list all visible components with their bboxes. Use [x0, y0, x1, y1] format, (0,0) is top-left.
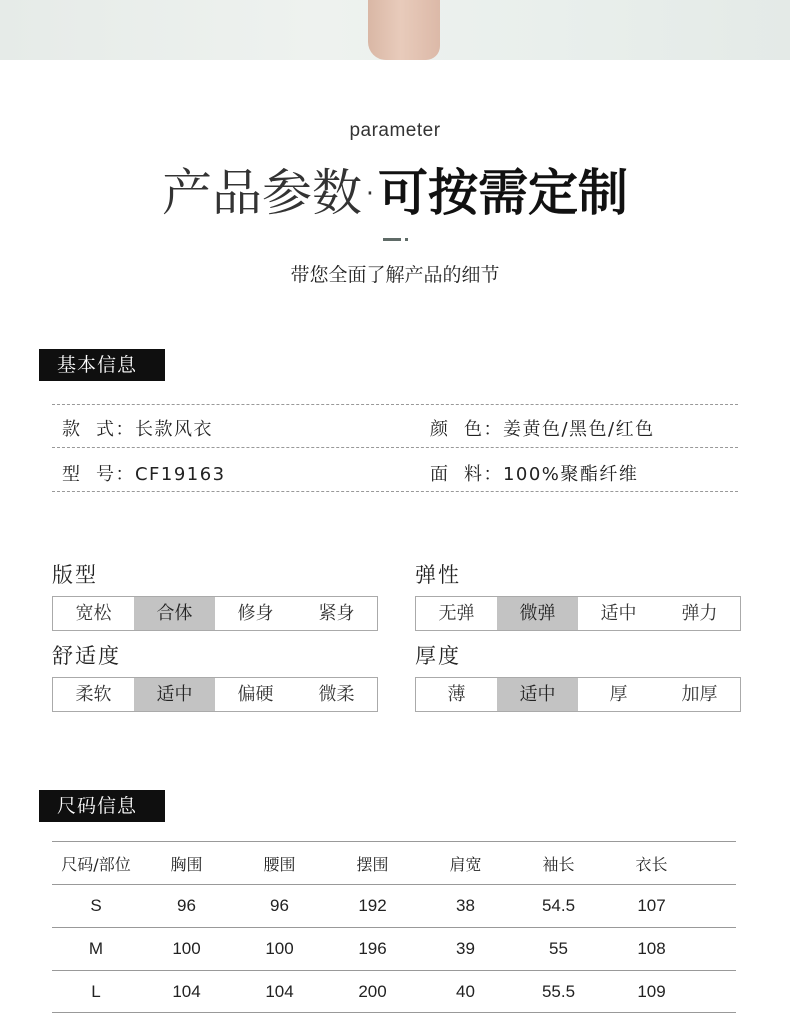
- divider: [52, 447, 738, 448]
- comfort-scale: [52, 677, 378, 712]
- comfort-option: 适中: [134, 678, 215, 711]
- table-cell: 100: [265, 939, 294, 958]
- table-cell: 40: [456, 981, 475, 1001]
- comfort-option: 柔软: [75, 684, 112, 705]
- elasticity-option: 适中: [600, 603, 637, 624]
- table-cell: 55: [549, 939, 568, 958]
- thickness-option: 加厚: [681, 684, 718, 705]
- thickness-scale: [415, 677, 741, 712]
- table-row: [52, 970, 736, 1013]
- table-cell: L: [91, 981, 101, 1001]
- color-value: 姜黄色/黑色/红色: [502, 419, 655, 440]
- page-title: [0, 158, 790, 228]
- style-label: 款 式：: [62, 419, 135, 440]
- model-label: 型 号：: [62, 464, 135, 485]
- table-cell: 100: [172, 939, 201, 958]
- table-row: [52, 927, 736, 970]
- table-cell: 196: [358, 939, 387, 958]
- elasticity-option: 微弹: [497, 597, 578, 630]
- table-cell: 39: [456, 939, 475, 958]
- title-underline: [383, 238, 401, 241]
- fabric-label: 面 料：: [430, 464, 503, 485]
- model-value: CF19163: [134, 464, 226, 485]
- fabric-field: [430, 460, 638, 486]
- fit-option: 合体: [134, 597, 215, 630]
- thickness-option: 薄: [447, 684, 466, 705]
- fit-option: 修身: [237, 603, 274, 624]
- table-cell: 96: [270, 896, 289, 915]
- header-cell: 袖长: [542, 854, 575, 874]
- fit-title: 版型: [52, 563, 98, 587]
- header-cell: 摆围: [356, 854, 389, 874]
- table-cell: S: [90, 896, 102, 915]
- header-cell: 尺码/部位: [61, 854, 131, 874]
- title-light: 产品参数·: [162, 164, 378, 222]
- page-subtitle: 带您全面了解产品的细节: [290, 264, 500, 286]
- elasticity-title: 弹性: [415, 563, 461, 587]
- table-cell: 109: [637, 981, 666, 1001]
- table-cell: 108: [637, 939, 666, 958]
- color-field: [430, 415, 655, 441]
- comfort-title: 舒适度: [52, 644, 121, 668]
- table-row: [52, 884, 736, 927]
- comfort-option: 微柔: [318, 684, 355, 705]
- header-cell: 腰围: [263, 854, 296, 874]
- table-cell: 38: [456, 896, 475, 915]
- fabric-value: 100%聚酯纤维: [502, 464, 639, 485]
- color-label: 颜 色：: [430, 419, 503, 440]
- header-cell: 肩宽: [449, 854, 482, 874]
- elasticity-option: 弹力: [681, 603, 718, 624]
- table-cell: 107: [637, 896, 666, 915]
- style-value: 长款风衣: [134, 419, 213, 440]
- basic-info-label: 基本信息: [39, 349, 165, 381]
- model-field: [62, 460, 226, 486]
- elasticity-option: 无弹: [438, 603, 475, 624]
- header-cell: 胸围: [170, 854, 203, 874]
- table-cell: 104: [265, 981, 294, 1001]
- title-underline-dot: [405, 238, 408, 241]
- table-cell: 200: [358, 981, 387, 1001]
- thickness-option: 适中: [497, 678, 578, 711]
- table-cell: 55.5: [541, 981, 576, 1001]
- table-header-row: [52, 841, 736, 884]
- fit-option: 紧身: [318, 603, 355, 624]
- size-info-label: 尺码信息: [39, 790, 165, 822]
- comfort-option: 偏硬: [237, 684, 274, 705]
- header-cell: 衣长: [635, 854, 668, 874]
- title-bold: 可按需定制: [377, 164, 628, 222]
- eyebrow-text: parameter: [349, 120, 441, 141]
- size-table: [52, 841, 736, 1013]
- table-cell: M: [88, 939, 104, 958]
- elasticity-scale: [415, 596, 741, 631]
- divider: [52, 404, 738, 405]
- table-cell: 104: [172, 981, 201, 1001]
- fit-scale: [52, 596, 378, 631]
- style-field: [62, 415, 213, 441]
- thickness-option: 厚: [609, 684, 628, 705]
- model-leg-image: [368, 0, 440, 60]
- table-cell: 54.5: [541, 896, 576, 915]
- hero-image-strip: [0, 0, 790, 60]
- fit-option: 宽松: [75, 603, 112, 624]
- table-cell: 96: [177, 896, 196, 915]
- divider: [52, 491, 738, 492]
- table-cell: 192: [358, 896, 387, 915]
- thickness-title: 厚度: [415, 644, 461, 668]
